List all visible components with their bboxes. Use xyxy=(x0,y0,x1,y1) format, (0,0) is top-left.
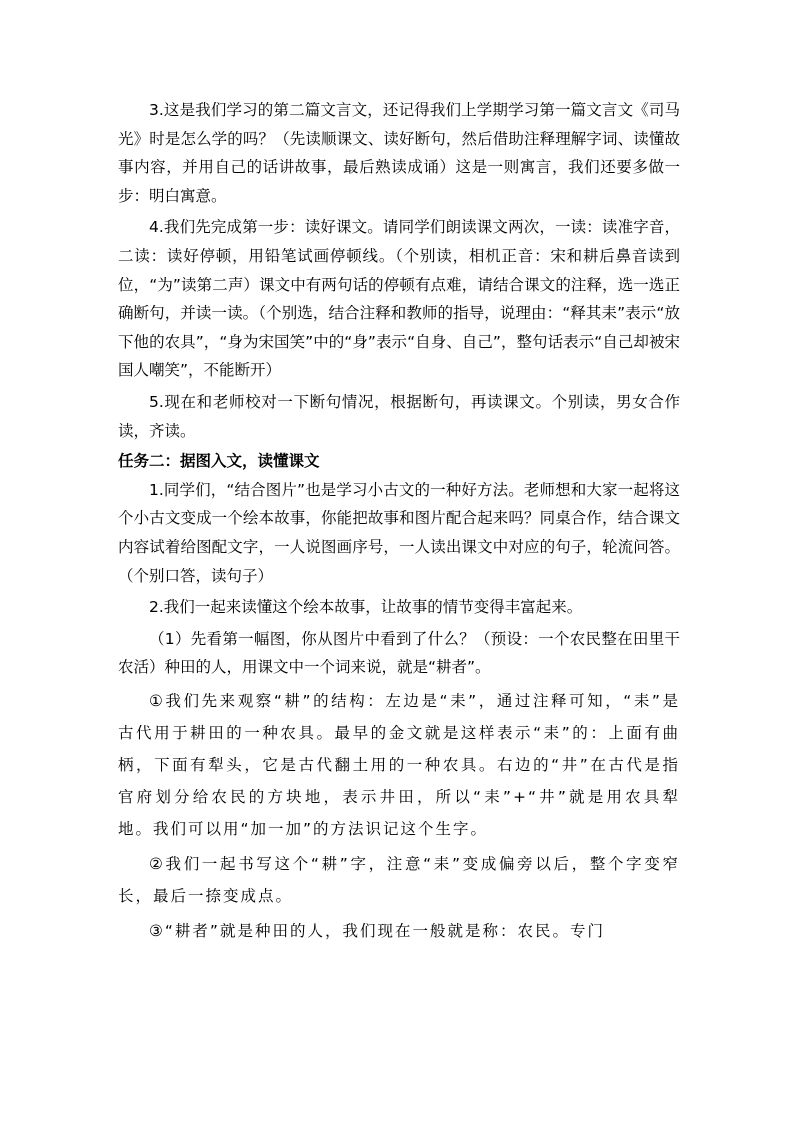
task-paragraph-2: 2.我们一起来读懂这个绘本故事，让故事的情节变得丰富起来。 xyxy=(149,598,583,617)
paragraph-5: 5.现在和老师校对一下断句情况，根据断句，再读课文。个别读，男女合作读，齐读。 xyxy=(118,392,680,440)
task-heading: 任务二：据图入文，读懂课文 xyxy=(118,452,320,471)
spaced-paragraph-2: ②我们一起书写这个“耕”字，注意“耒”变成偏旁以后，整个字变窄长，最后一捺变成点。 xyxy=(118,854,680,905)
paragraph-4: 4.我们先完成第一步：读好课文。请同学们朗读课文两次，一读：读准字音，二读：读好停顿，用铅笔试画停顿线。（个别读，相机正音：宋和耕后鼻音读到位，“为”读第二声）课文中有两句话的停顿有点难，请结合课文的注释，选一选正确断句，并读一读。（个别选，结合注释和教师的指导，说理由：“释其耒”表示“放下他的农具”，“身为宋国笑”中的“身”表示“自身、自己”，整句话表示“自己却被宋国人嘲笑”，不能断开） xyxy=(118,218,680,380)
spaced-paragraph-3: ③“耕者”就是种田的人，我们现在一般就是称：农民。专门 xyxy=(149,921,605,940)
task-paragraph-1: 1.同学们，“结合图片”也是学习小古文的一种好方法。老师想和大家一起将这个小古文变成一个绘本故事，你能把故事和图片配合起来吗？同桌合作，结合课文内容试着给图配文字，一人说图画序号，一人读出课文中对应的句子，轮流问答。（个别口答，读句子） xyxy=(118,480,680,585)
spaced-paragraph-1: ①我们先来观察“耕”的结构：左边是“耒”，通过注释可知，“耒”是古代用于耕田的一种农具。最早的金文就是这样表示“耒”的：上面有曲柄，下面有犁头，它是古代翻土用的一种农具。右边的“井”在古代是指官府划分给农民的方块地，表示井田，所以“耒”+“井”就是用农具犁地。我们可以用“加一加”的方法识记这个生字。 xyxy=(118,691,680,838)
paragraph-3: 3.这是我们学习的第二篇文言文，还记得我们上学期学习第一篇文言文《司马光》时是怎么学的吗？（先读顺课文、读好断句，然后借助注释理解字词、读懂故事内容，并用自己的话讲故事，最后熟读成诵）这是一则寓言，我们还要多做一步：明白寓意。 xyxy=(118,101,680,205)
task-paragraph-3: （1）先看第一幅图，你从图片中看到了什么？（预设：一个农民整在田里干农活）种田的人，用课文中一个词来说，就是“耕者”。 xyxy=(118,629,680,677)
document-page xyxy=(118,96,680,947)
